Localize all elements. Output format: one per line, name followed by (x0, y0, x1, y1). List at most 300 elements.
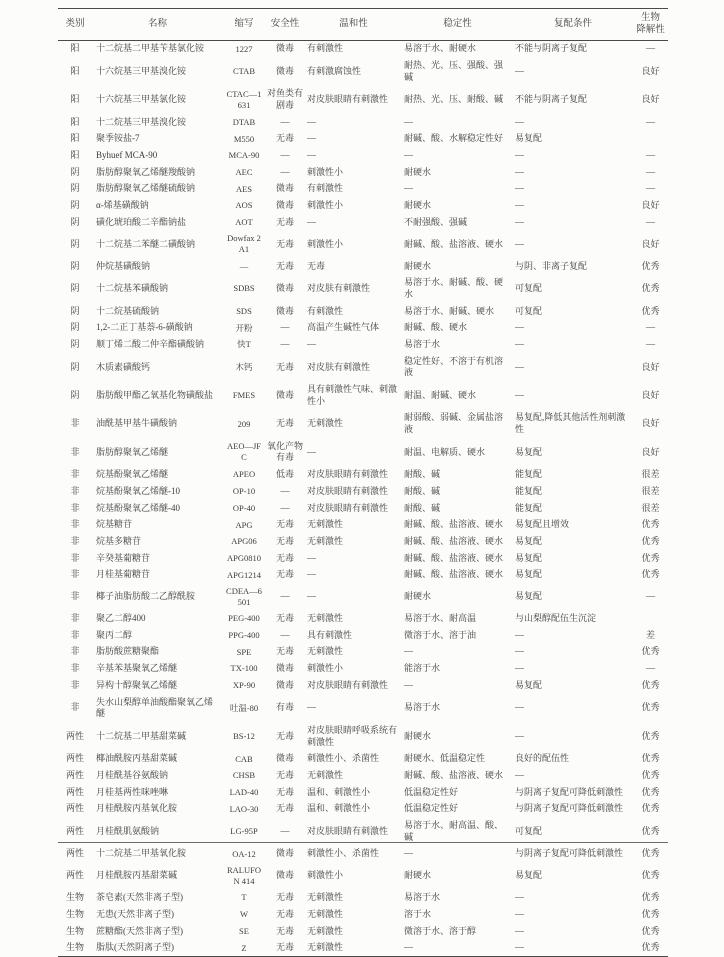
cell-name: 茶皂素(天然非离子型) (96, 892, 183, 903)
cell-mildness: 温和、刺激性小 (307, 803, 371, 814)
cell-abbr: APG06 (231, 536, 257, 547)
table-row (58, 846, 668, 863)
table-row (58, 86, 668, 114)
cell-mildness: 有刺激性 (307, 305, 344, 316)
cell-compounding: 易复配 (515, 535, 543, 546)
cell-compounding: — (515, 200, 524, 211)
table-header (58, 9, 668, 41)
table-row (58, 550, 668, 567)
cell-abbr: RALUFON 414 (226, 865, 261, 887)
cell-name: Byhuef MCA-90 (96, 150, 158, 160)
table-row (58, 214, 668, 231)
cell-category: 生物 (65, 892, 84, 903)
cell-name: 聚季铵盐-7 (96, 133, 140, 144)
cell-stability: — (404, 646, 413, 657)
cell-compounding: — (515, 322, 524, 333)
cell-stability: 耐温、电解质、硬水 (404, 446, 486, 457)
cell-abbr: OP-10 (232, 486, 256, 497)
cell-compounding: 与阴离子复配可降低刺激性 (515, 803, 624, 814)
cell-safety: 无毒 (275, 238, 294, 249)
table-row (58, 164, 668, 181)
cell-name: 月桂基两性咪唑啉 (96, 786, 169, 797)
cell-compounding: — (515, 361, 524, 372)
cell-stability: 耐热、光、压、耐酸、碱 (404, 94, 504, 105)
cell-category: 两性 (65, 848, 84, 859)
cell-category: 非 (70, 702, 80, 713)
cell-stability: 耐硬水 (404, 166, 432, 177)
cell-bio: 优秀 (641, 260, 660, 271)
cell-mildness: 刺激性小 (307, 200, 344, 211)
cell-bio: 优秀 (641, 848, 660, 859)
cell-abbr: FMES (232, 390, 256, 401)
cell-name: 十二烷基二甲基氧化胺 (96, 848, 187, 859)
cell-abbr: OP-40 (232, 502, 256, 513)
cell-compounding: 易复配 (515, 591, 543, 602)
table-row (58, 131, 668, 148)
cell-safety: 无毒 (275, 769, 294, 780)
cell-compounding: 与山梨醇配伍生沉淀 (515, 613, 597, 624)
col-header-compounding: 复配条件 (513, 9, 633, 41)
surfactant-table-container (58, 8, 668, 957)
cell-compounding: 易复配 (515, 552, 543, 563)
cell-name: 烷基酚聚氧乙烯醚 (96, 469, 169, 480)
cell-abbr: OA-12 (232, 848, 256, 859)
table-row (58, 533, 668, 550)
cell-abbr: BS-12 (233, 731, 255, 742)
cell-category: 阳 (70, 43, 80, 54)
cell-stability: 易溶于水 (404, 702, 441, 713)
cell-abbr: LAD-40 (229, 786, 259, 797)
cell-abbr: MCA-90 (228, 150, 260, 161)
cell-abbr: PEG-400 (228, 613, 260, 624)
cell-name: 聚丙二醇 (96, 629, 133, 640)
cell-abbr: APEO (232, 469, 256, 480)
cell-mildness: 刺激性小 (307, 870, 344, 881)
cell-mildness: 对皮肤眼睛呼吸系统有刺激性 (307, 724, 398, 747)
cell-mildness: 无刺激性 (307, 908, 344, 919)
cell-bio: — (646, 663, 655, 674)
cell-stability: 微溶于水、溶于油 (404, 629, 477, 640)
cell-bio: 良好 (641, 389, 660, 400)
cell-stability: 耐温、耐碱、硬水 (404, 389, 477, 400)
cell-name: 无患(天然非离子型) (96, 908, 174, 919)
cell-safety: 微毒 (275, 848, 294, 859)
cell-safety: 微毒 (275, 389, 294, 400)
cell-abbr: APG0810 (226, 552, 261, 563)
cell-stability: 溶于水 (404, 908, 432, 919)
cell-stability: 耐碱、酸、盐溶液、硬水 (404, 552, 504, 563)
cell-category: 非 (70, 591, 80, 602)
cell-category: 阳 (70, 133, 80, 144)
cell-bio: 良好 (641, 200, 660, 211)
cell-mildness: — (307, 338, 316, 349)
cell-name: 椰油酰胺丙基甜菜碱 (96, 753, 178, 764)
cell-stability: 耐碱、酸、盐溶液、硬水 (404, 569, 504, 580)
col-header-category: 类别 (58, 9, 92, 41)
cell-compounding: — (515, 150, 524, 160)
cell-safety: — (280, 322, 290, 333)
cell-category: 阴 (70, 389, 80, 400)
cell-compounding: 易复配 (515, 679, 543, 690)
cell-safety: 无毒 (275, 535, 294, 546)
cell-name: 十二烷基二苯醚二磺酸钠 (96, 238, 196, 249)
cell-stability: 不耐强酸、强碱 (404, 216, 468, 227)
cell-name: 1,2-二正丁基萘-6-磺酸钠 (96, 322, 193, 333)
cell-mildness: — (307, 591, 316, 602)
cell-category: 非 (70, 552, 80, 563)
cell-stability: 耐碱、酸、盐溶液、硬水 (404, 238, 504, 249)
cell-mildness: 具有刺激性气味、刺激性小 (307, 384, 398, 406)
table-row (58, 198, 668, 215)
table-row (58, 410, 668, 438)
table-row (58, 382, 668, 410)
cell-bio: 优秀 (641, 908, 660, 919)
cell-name: 烷基多糖苷 (96, 535, 142, 546)
cell-name: 顺丁烯二酸二仲辛酯磺酸钠 (96, 338, 205, 349)
cell-safety: — (280, 338, 290, 349)
cell-safety: 无毒 (275, 942, 294, 953)
cell-mildness: 对皮肤眼睛有刺激性 (307, 502, 389, 513)
cell-category: 生物 (65, 908, 84, 919)
cell-abbr: AEO—JFC (226, 441, 261, 463)
cell-safety: 无毒 (275, 418, 294, 429)
cell-mildness: 刺激性小 (307, 663, 344, 674)
cell-name: 十六烷基三甲基氯化铵 (96, 94, 187, 105)
table-row (58, 438, 668, 466)
cell-bio: 优秀 (641, 519, 660, 530)
cell-mildness: 无刺激性 (307, 892, 344, 903)
cell-name: 烷基酚聚氧乙烯醚-10 (96, 485, 180, 496)
cell-safety: 无毒 (275, 216, 294, 227)
cell-bio: 优秀 (641, 769, 660, 780)
table-row (58, 784, 668, 801)
cell-category: 非 (70, 535, 80, 546)
table-row (58, 751, 668, 768)
table-row (58, 863, 668, 890)
cell-bio: 很差 (641, 502, 660, 513)
table-row (58, 483, 668, 500)
cell-abbr: CAB (235, 753, 253, 764)
cell-compounding: — (515, 646, 524, 657)
table-row (58, 722, 668, 750)
cell-stability: 低温稳定性好 (404, 786, 459, 797)
cell-stability: — (404, 679, 413, 690)
cell-safety: 微毒 (275, 43, 294, 54)
cell-safety: 微毒 (275, 753, 294, 764)
col-header-mildness: 温和性 (305, 9, 402, 41)
cell-name: 月桂基葡糖苷 (96, 569, 151, 580)
cell-compounding: 可复配 (515, 283, 543, 294)
cell-safety: 无毒 (275, 260, 294, 271)
cell-stability: 耐酸、碱 (404, 469, 441, 480)
cell-safety: 微毒 (275, 870, 294, 881)
cell-compounding: 易复配 (515, 870, 543, 881)
cell-name: 磺化琥珀酸二辛酯钠盐 (96, 216, 187, 227)
table-row (58, 258, 668, 275)
cell-bio: 良好 (641, 238, 660, 249)
cell-mildness: 对皮肤有刺激性 (307, 361, 371, 372)
table-row (58, 275, 668, 303)
cell-name: 椰子油脂肪酸二乙醇酰胺 (96, 591, 196, 602)
cell-abbr: 209 (237, 418, 251, 429)
cell-safety: — (280, 502, 290, 513)
cell-compounding: 不能与阴离子复配 (515, 43, 588, 54)
cell-name: α-烯基磺酸钠 (96, 200, 149, 211)
cell-category: 两性 (65, 786, 84, 797)
col-header-abbr: 缩写 (223, 9, 265, 41)
cell-stability: 易溶于水 (404, 338, 441, 349)
cell-name: 失水山梨醇单油酸酯聚氧乙烯醚 (96, 696, 214, 719)
cell-compounding: 易复配 (515, 446, 543, 457)
table-row (58, 57, 668, 85)
cell-category: 非 (70, 485, 80, 496)
cell-mildness: — (307, 446, 316, 457)
cell-compounding: 与阴离子复配可降低刺激性 (515, 786, 624, 797)
cell-bio: — (646, 338, 655, 349)
cell-stability: 易溶于水、耐碱、酸、硬水 (404, 277, 504, 299)
cell-safety: 微毒 (275, 65, 294, 76)
cell-stability: 耐硬水 (404, 200, 432, 211)
table-row (58, 320, 668, 337)
cell-stability: — (404, 150, 413, 160)
cell-bio: 良好 (641, 361, 660, 372)
table-body (58, 40, 668, 957)
cell-safety: 微毒 (275, 200, 294, 211)
col-header-stability: 稳定性 (402, 9, 513, 41)
table-row (58, 767, 668, 784)
cell-compounding: 能复配 (515, 469, 543, 480)
cell-abbr: W (239, 909, 249, 920)
cell-stability: 稳定性好、不溶于有机溶液 (404, 355, 504, 378)
cell-abbr: SDS (236, 305, 252, 316)
cell-category: 阳 (70, 116, 80, 127)
cell-mildness: 对皮肤眼睛有刺激性 (307, 679, 389, 690)
cell-abbr: TX-100 (230, 663, 258, 674)
cell-stability: 易溶于水、耐碱、硬水 (404, 305, 495, 316)
table-row (58, 890, 668, 907)
surfactant-table (58, 8, 668, 957)
cell-stability: 耐碱、酸、盐溶液、硬水 (404, 519, 504, 530)
cell-name: 脂肪醇聚氧乙烯醚羧酸钠 (96, 166, 196, 177)
page-bottom-rule (58, 842, 668, 843)
cell-compounding: 易复配 (515, 133, 543, 144)
cell-bio: 良好 (641, 94, 660, 105)
table-row (58, 923, 668, 940)
cell-stability: 易溶于水 (404, 892, 441, 903)
cell-category: 阴 (70, 361, 80, 372)
cell-name: 十二烷基二甲基苄基氯化铵 (96, 43, 205, 54)
cell-stability: 易溶于水、耐高温、酸、碱 (404, 820, 504, 842)
cell-mildness: 有刺激性 (307, 43, 344, 54)
cell-name: 月桂酰胺丙基氧化胺 (96, 803, 178, 814)
cell-category: 阴 (70, 183, 80, 194)
cell-compounding: — (515, 892, 524, 903)
cell-mildness: — (307, 569, 316, 580)
cell-safety: 微毒 (275, 663, 294, 674)
cell-compounding: — (515, 65, 524, 76)
cell-name: 月桂酰基谷氨酸钠 (96, 769, 169, 780)
cell-compounding: — (515, 730, 524, 741)
table-row (58, 583, 668, 610)
table-row (58, 231, 668, 258)
cell-stability: 耐热、光、压、强酸、强碱 (404, 59, 504, 82)
cell-stability: 耐硬水、低温稳定性 (404, 753, 486, 764)
cell-category: 两性 (65, 769, 84, 780)
cell-abbr: 木钙 (235, 361, 253, 372)
cell-mildness: 高温产生碱性气体 (307, 322, 380, 333)
table-row (58, 611, 668, 628)
cell-mildness: 刺激性小、杀菌性 (307, 848, 380, 859)
cell-bio: — (646, 150, 655, 160)
cell-compounding: — (515, 908, 524, 919)
cell-mildness: 有刺激腐蚀性 (307, 65, 362, 76)
cell-category: 非 (70, 629, 80, 640)
cell-stability: 耐酸、碱 (404, 485, 441, 496)
cell-name: 烷基糖苷 (96, 519, 133, 530)
cell-category: 非 (70, 418, 80, 429)
cell-name: 脂肪酸甲酯乙氧基化物磺酸盐 (96, 389, 214, 400)
cell-abbr: LG-95P (230, 826, 258, 837)
cell-name: 脂肪醇聚氧乙烯醚硫酸钠 (96, 183, 196, 194)
cell-bio: 很差 (641, 485, 660, 496)
cell-compounding: — (515, 116, 524, 127)
cell-stability: 耐硬水 (404, 591, 432, 602)
table-row (58, 627, 668, 644)
cell-mildness: 无刺激性 (307, 942, 344, 953)
cell-category: 两性 (65, 753, 84, 764)
cell-category: 两性 (65, 870, 84, 881)
cell-safety: 有毒 (275, 702, 294, 713)
cell-stability: 耐碱、酸、硬水 (404, 322, 468, 333)
table-row (58, 517, 668, 534)
cell-mildness: 有刺激性 (307, 183, 344, 194)
cell-safety: 无毒 (275, 803, 294, 814)
cell-abbr: CDEA—6501 (226, 585, 262, 608)
cell-abbr: APG1214 (226, 569, 261, 580)
cell-category: 阴 (70, 200, 80, 211)
cell-safety: — (280, 166, 290, 177)
cell-mildness: 刺激性小 (307, 166, 344, 177)
cell-abbr: Z (241, 942, 247, 953)
table-row (58, 500, 668, 517)
cell-stability: 微溶于水、溶于醇 (404, 925, 477, 936)
cell-abbr: Dowfax 2A1 (227, 233, 261, 255)
cell-name: 蔗糖酯(天然非离子型) (96, 925, 183, 936)
cell-stability: 耐酸、碱 (404, 502, 441, 513)
cell-abbr: APG (235, 519, 253, 530)
cell-mildness: 对皮肤眼睛有刺激性 (307, 94, 389, 105)
cell-stability: 低温稳定性好 (404, 803, 459, 814)
table-row (58, 353, 668, 381)
cell-safety: 对鱼类有剧毒 (267, 88, 304, 110)
cell-mildness: — (307, 216, 316, 227)
cell-stability: 能溶于水 (404, 663, 441, 674)
cell-category: 非 (70, 569, 80, 580)
cell-category: 阴 (70, 322, 80, 333)
cell-compounding: — (515, 925, 524, 936)
cell-stability: — (404, 848, 413, 859)
cell-abbr: SPE (236, 646, 252, 657)
cell-stability: 易溶于水、耐高温 (404, 613, 477, 624)
cell-name: 十二烷基二甲基甜菜碱 (96, 730, 187, 741)
cell-safety: 无毒 (275, 786, 294, 797)
table-row (58, 467, 668, 484)
cell-mildness: 对皮肤有刺激性 (307, 283, 371, 294)
cell-category: 生物 (65, 925, 84, 936)
table-row (58, 677, 668, 694)
cell-category: 阳 (70, 65, 80, 76)
cell-category: 两性 (65, 825, 84, 836)
cell-compounding: — (515, 238, 524, 249)
cell-name: 十二烷基三甲基溴化铵 (96, 116, 187, 127)
table-row (58, 567, 668, 584)
cell-name: 脂肪醇聚氧乙烯醚 (96, 446, 169, 457)
cell-abbr: 快T (237, 339, 251, 350)
cell-stability: 耐碱、酸、水解稳定性好 (404, 133, 504, 144)
cell-abbr: PPG-400 (228, 630, 260, 641)
cell-abbr: SE (239, 925, 249, 936)
cell-compounding: — (515, 942, 524, 953)
cell-bio: 优秀 (641, 870, 660, 881)
cell-mildness: 无刺激性 (307, 535, 344, 546)
cell-stability: — (404, 116, 413, 127)
cell-bio: 优秀 (641, 942, 660, 953)
cell-safety: — (280, 485, 290, 496)
col-header-bio: 生物 降解性 (633, 9, 668, 41)
cell-safety: — (280, 150, 290, 160)
cell-abbr: DTAB (232, 116, 256, 127)
cell-category: 两性 (65, 803, 84, 814)
table-row (58, 906, 668, 923)
cell-category: 阴 (70, 260, 80, 271)
cell-safety: 微毒 (275, 679, 294, 690)
cell-abbr: CHSB (232, 770, 256, 781)
cell-mildness: 对皮肤眼睛有刺激性 (307, 469, 389, 480)
cell-name: 木质素磺酸钙 (96, 361, 151, 372)
cell-mildness: — (307, 552, 316, 563)
cell-abbr: XP-90 (232, 680, 256, 691)
cell-category: 非 (70, 613, 80, 624)
cell-category: 生物 (65, 942, 84, 953)
cell-bio: 良好 (641, 446, 660, 457)
table-row (58, 181, 668, 198)
table-row (58, 40, 668, 57)
cell-bio: — (646, 166, 655, 177)
cell-compounding: 易复配 (515, 569, 543, 580)
cell-bio: 优秀 (641, 646, 660, 657)
table-row (58, 694, 668, 722)
table-row (58, 801, 668, 818)
cell-safety: 微毒 (275, 183, 294, 194)
cell-mildness: — (307, 133, 316, 144)
cell-compounding: 与阴离子复配可降低刺激性 (515, 848, 624, 859)
cell-stability: 耐硬水 (404, 730, 432, 741)
cell-stability: 耐碱、酸、盐溶液、硬水 (404, 769, 504, 780)
cell-stability: 耐硬水 (404, 260, 432, 271)
cell-mildness: 对皮肤眼睛有刺激性 (307, 825, 389, 836)
cell-name: 油酰基甲基牛磺酸钠 (96, 418, 178, 429)
cell-compounding: 可复配 (515, 825, 543, 836)
cell-name: 辛基苯基聚氧乙烯醚 (96, 663, 178, 674)
cell-bio: 优秀 (641, 283, 660, 294)
cell-safety: 微毒 (275, 305, 294, 316)
cell-safety: 无毒 (275, 361, 294, 372)
cell-bio: 优秀 (641, 679, 660, 690)
cell-name: 十二烷基苯磺酸钠 (96, 283, 169, 294)
cell-compounding: 能复配 (515, 502, 543, 513)
cell-mildness: 无毒 (307, 260, 326, 271)
cell-bio: 优秀 (641, 786, 660, 797)
